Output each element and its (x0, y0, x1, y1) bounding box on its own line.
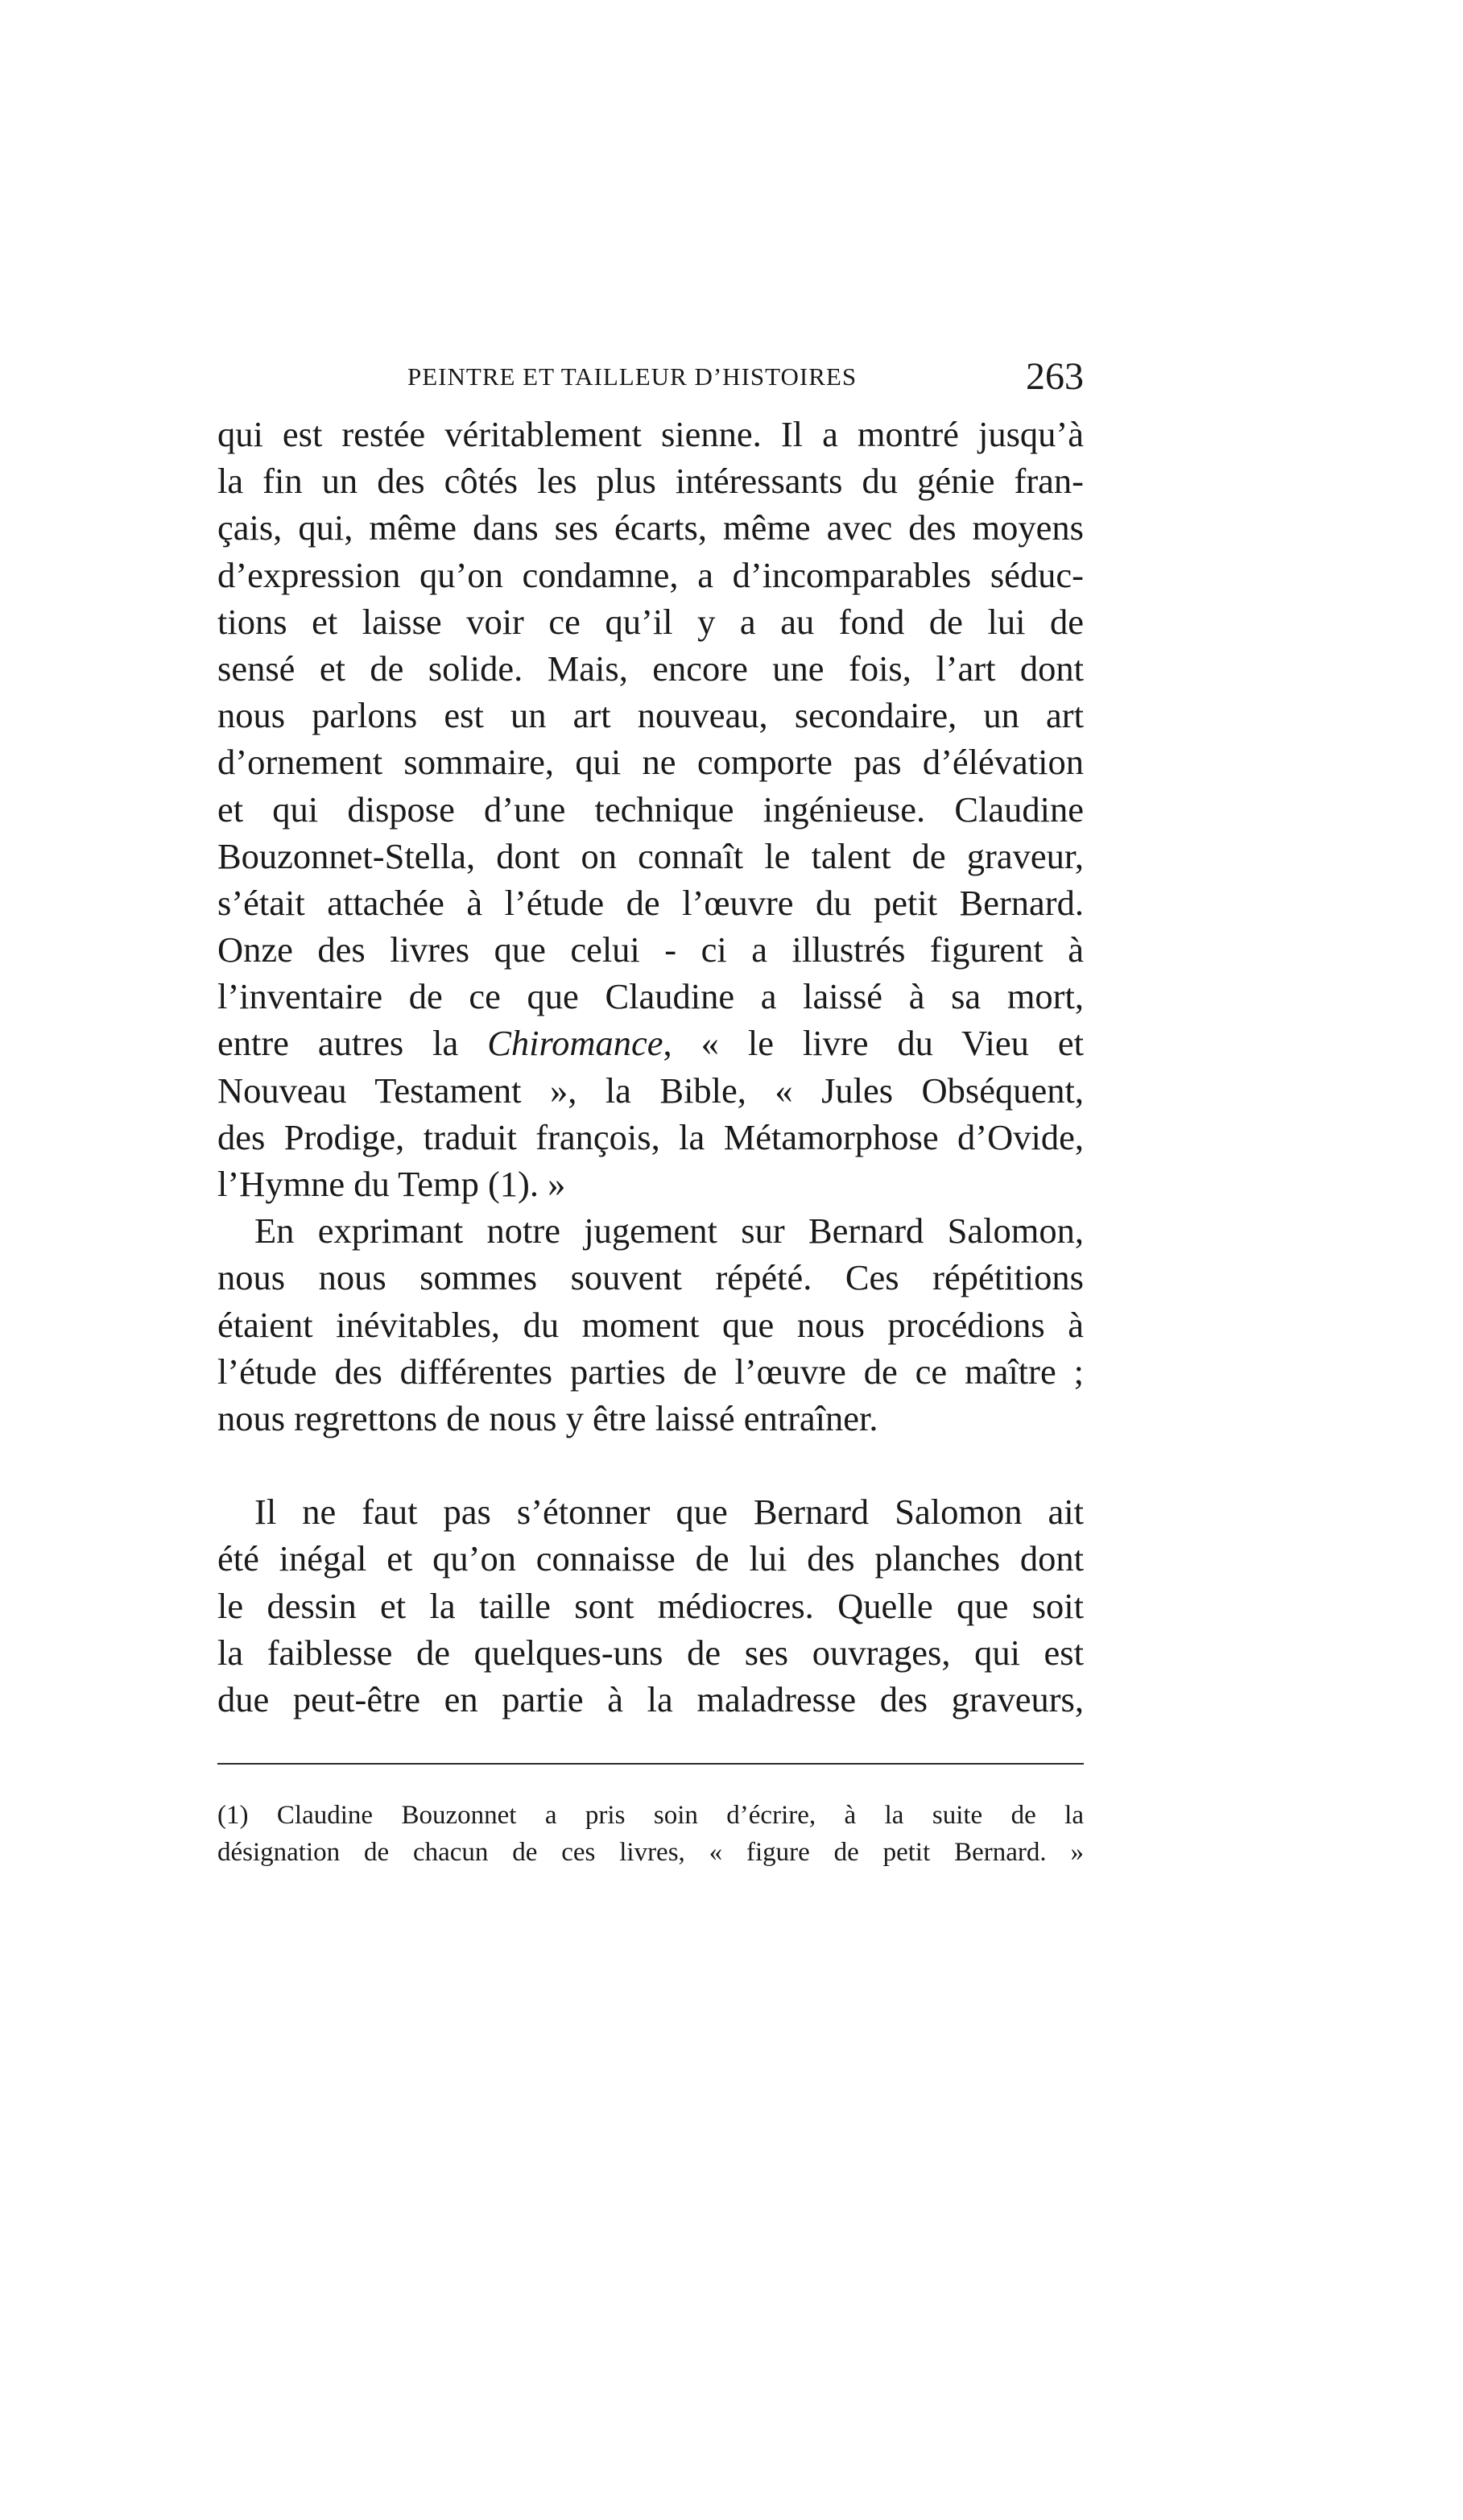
text-line: la faiblesse de quelques-uns de ses ouvrages, qui est (217, 1632, 1084, 1673)
text-line: qui est restée véritablement sienne. Il a montré jusqu’à (217, 414, 1084, 454)
text-line-with-italic (217, 1020, 1084, 1066)
running-head (217, 354, 1084, 411)
section-gap (217, 1442, 1084, 1488)
text-line: des Prodige, traduit françois, la Métamorphose d’Ovide, (217, 1116, 1084, 1157)
text-line: et qui dispose d’une technique ingénieuse. Claudine (217, 788, 1084, 830)
text-line: Nouveau Testament », la Bible, « Jules Obséquent, (217, 1070, 1084, 1111)
text-line: nous parlons est un art nouveau, secondaire, un art (217, 695, 1084, 736)
text-line: tions et laisse voir ce qu’il y a au fond de lui de (217, 601, 1084, 642)
text-segment: entre autres la (217, 1023, 488, 1064)
text-line: Bouzonnet-Stella, dont on connaît le talent de graveur, (217, 835, 1084, 876)
text-line: d’ornement sommaire, qui ne comporte pas d’élévation (217, 742, 1084, 783)
text-line: l’inventaire de ce que Claudine a laissé à sa mort, (217, 976, 1084, 1017)
paragraph-3 (217, 1488, 1084, 1723)
paragraph-2 (217, 1207, 1084, 1442)
text-line: çais, qui, même dans ses écarts, même avec des moyens (217, 507, 1084, 548)
text-line: Onze des livres que celui - ci a illustrés figurent à (217, 929, 1084, 970)
running-title: PEINTRE ET TAILLEUR D’HISTOIRES (407, 362, 858, 391)
text-line: due peut-être en partie à la maladresse des graveurs, (217, 1678, 1084, 1719)
text-line: l’étude des différentes parties de l’œuvre de ce maître ; (217, 1351, 1084, 1392)
footnote (217, 1797, 1084, 1871)
text-line: nous regrettons de nous y être laissé entraîner. (217, 1397, 878, 1438)
text-line: étaient inévitables, du moment que nous procédions à (217, 1304, 1084, 1345)
text-line: En exprimant notre jugement sur Bernard Salomon, (254, 1210, 1084, 1252)
text-line: le dessin et la taille sont médiocres. Quelle que soit (217, 1585, 1084, 1626)
book-page (217, 354, 1084, 1871)
text-line: nous nous sommes souvent répété. Ces répétitions (217, 1257, 1084, 1298)
footnote-line: (1) Claudine Bouzonnet a pris soin d’écrire, à la suite de la (217, 1801, 1084, 1831)
italic-title: Chiromance (487, 1023, 663, 1064)
text-line: sensé et de solide. Mais, encore une fois, l’art dont (217, 648, 1084, 689)
page-number: 263 (1026, 355, 1084, 398)
text-line: été inégal et qu’on connaisse de lui des planches dont (217, 1538, 1084, 1579)
footnote-rule (217, 1763, 1084, 1765)
text-line: Il ne faut pas s’étonner que Bernard Salomon ait (254, 1492, 1084, 1533)
text-segment: , « le livre du Vieu et (663, 1023, 1084, 1064)
text-line: l’Hymne du Temp (1). » (217, 1164, 566, 1204)
paragraph-1 (217, 411, 1084, 1207)
text-line: s’était attachée à l’étude de l’œuvre du petit Bernard. (217, 882, 1084, 923)
text-line: d’expression qu’on condamne, a d’incomparables séduc- (217, 554, 1084, 595)
footnote-line: désignation de chacun de ces livres, « figure de petit Bernard. » (217, 1838, 1084, 1868)
text-line: la fin un des côtés les plus intéressants du génie fran- (217, 461, 1084, 502)
